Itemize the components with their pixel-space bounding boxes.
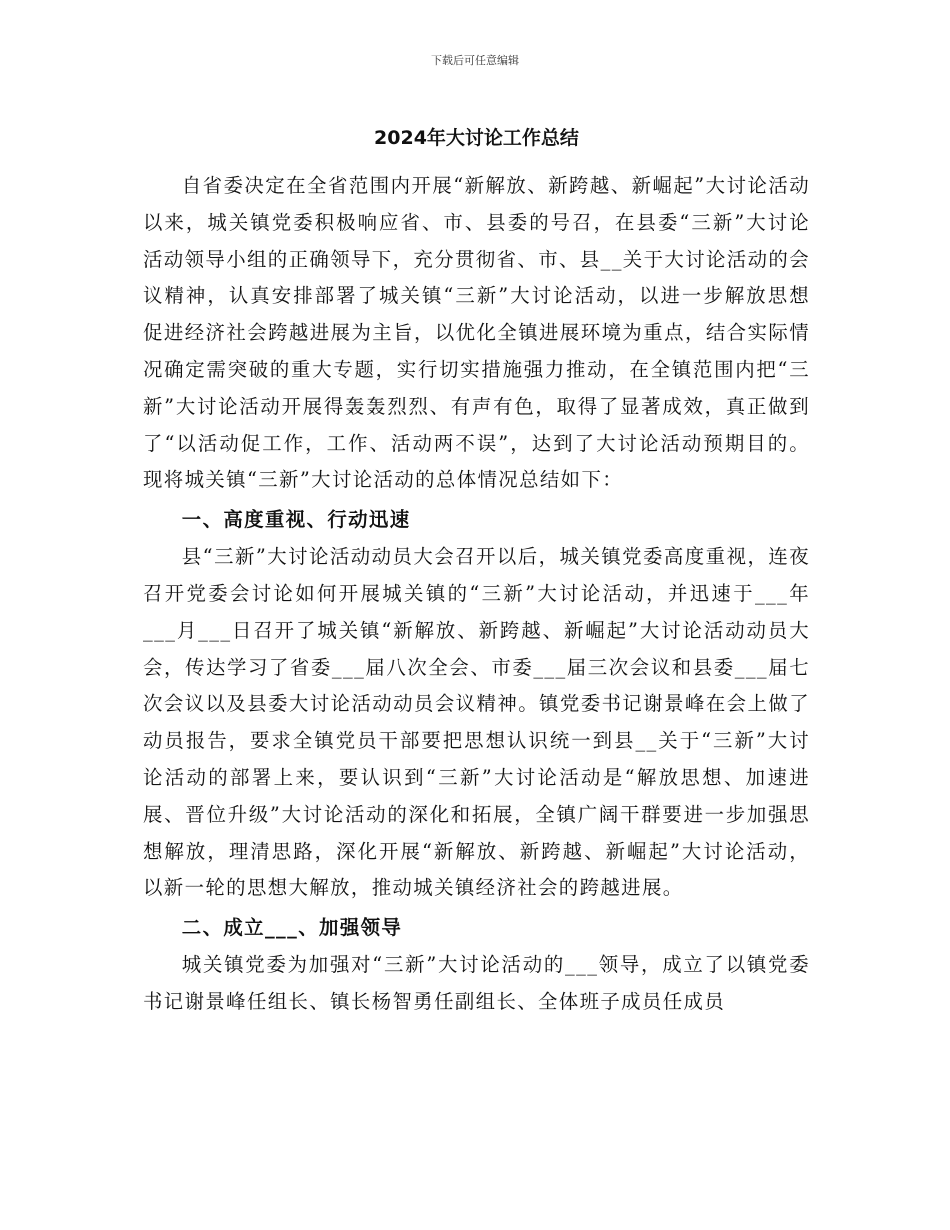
intro-paragraph: 自省委决定在全省范围内开展“新解放、新跨越、新崛起”大讨论活动以来，城关镇党委积极响应省、市、县委的号召，在县委“三新”大讨论活动领导小组的正确领导下，充分贯彻省、市、县__关于大讨论活动的会议精神，认真安排部署了城关镇“三新”大讨论活动，以进一步解放思想促进经济社会跨越进展为主旨，以优化全镇进展环境为重点，结合实际情况确定需突破的重大专题，实行切实措施强力推动，在全镇范围内把“三新”大讨论活动开展得轰轰烈烈、有声有色，取得了显著成效，真正做到了“以活动促工作，工作、活动两不误”，达到了大讨论活动预期目的。现将城关镇“三新”大讨论活动的总体情况总结如下： xyxy=(143,174,810,492)
section-heading-1: 一、高度重视、行动迅速 xyxy=(181,508,411,532)
section-1-paragraph: 县“三新”大讨论活动动员大会召开以后，城关镇党委高度重视，连夜召开党委会讨论如何开展城关镇的“三新”大讨论活动，并迅速于___年___月___日召开了城关镇“新解放、新跨越、新崛起”大讨论活动动员大会，传达学习了省委___届八次全会、市委___届三次会议和县委___届七次会议以及县委大讨论活动动员会议精神。镇党委书记谢景峰在会上做了动员报告，要求全镇党员干部要把思想认识统一到县__关于“三新”大讨论活动的部署上来，要认识到“三新”大讨论活动是“解放思想、加速进展、晋位升级”大讨论活动的深化和拓展，全镇广阔干群要进一步加强思想解放，理清思路，深化开展“新解放、新跨越、新崛起”大讨论活动，以新一轮的思想大解放，推动城关镇经济社会的跨越进展。 xyxy=(143,545,810,900)
section-2-paragraph: 城关镇党委为加强对“三新”大讨论活动的___领导，成立了以镇党委书记谢景峰任组长、镇长杨智勇任副组长、全体班子成员任成员 xyxy=(143,953,810,1013)
section-heading-2: 二、成立___、加强领导 xyxy=(181,916,403,940)
document-body xyxy=(143,118,810,1021)
document-title: 2024年大讨论工作总结 xyxy=(374,127,579,149)
page-header-note: 下载后可任意编辑 xyxy=(431,54,519,67)
